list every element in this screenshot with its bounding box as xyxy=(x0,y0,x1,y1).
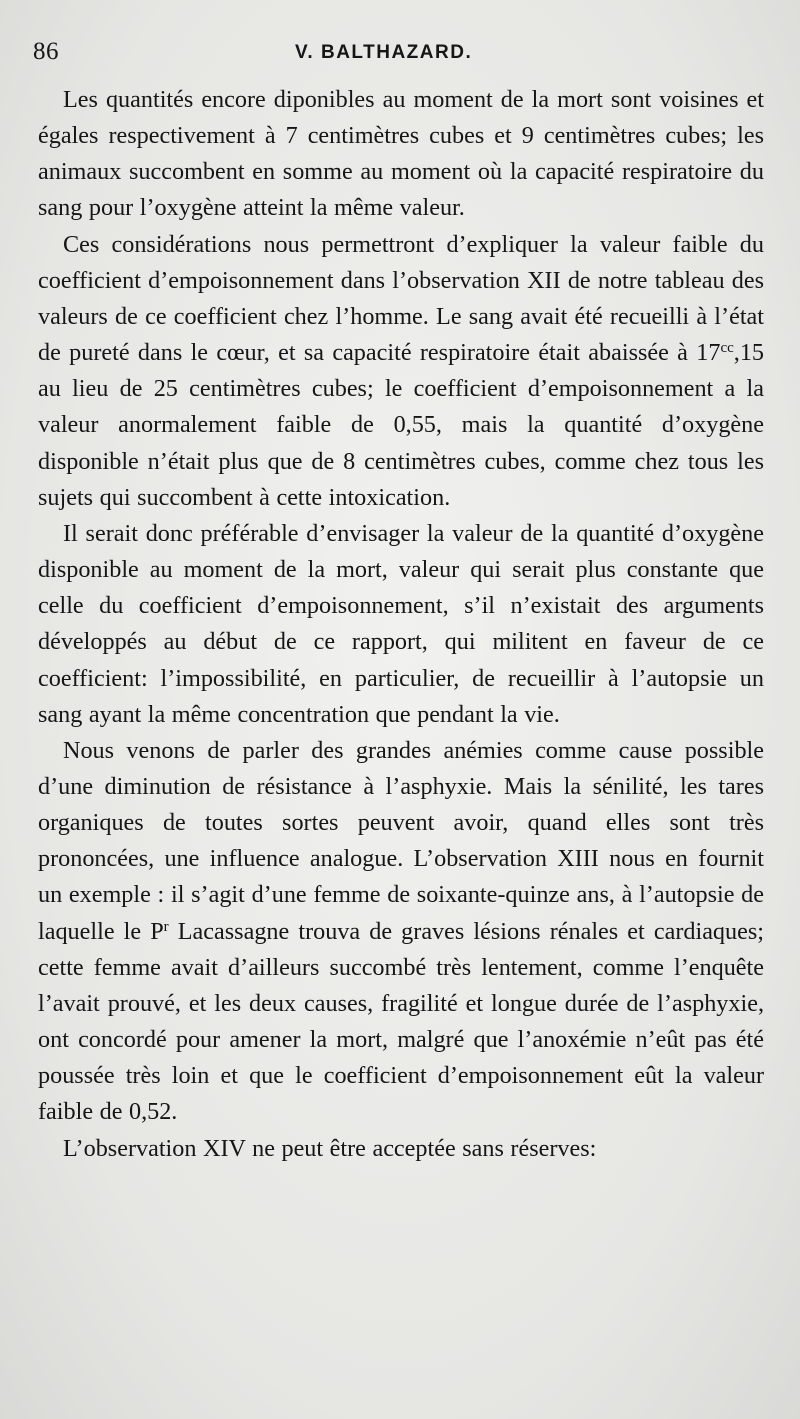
body-text xyxy=(38,82,764,1167)
paragraph-4-text-b: Lacassagne trouva de graves lésions rénales et cardiaques; cette femme avait d’ailleurs succombé très lentement, comme l’enquête l’avait prouvé, et les deux causes, fragilité et longue durée de l’asphyxie, ont concordé pour amener la mort, malgré que l’anoxémie n’eût pas été poussée très loin et que le coefficient d’empoisonnement eût la valeur faible de 0,52. xyxy=(38,917,764,1126)
paragraph-3-text: Il serait donc préférable d’envisager la valeur de la quantité d’oxygène disponible au moment de la mort, valeur qui serait plus constante que celle du coefficient d’empoisonnement, s’il n’existait des arguments développés au début de ce rapport, qui militent en faveur de ce coefficient: l’impossibilité, en particulier, de recueillir à l’autopsie un sang ayant la même concentration que pendant la vie. xyxy=(38,519,764,728)
paragraph-2-text-b: ,15 au lieu de 25 centimètres cubes; le coefficient d’empoisonnement a la valeur anormalement faible de 0,55, mais la quantité d’oxygène disponible n’était plus que de 8 centimètres cubes, comme chez tous les sujets qui succombent à cette intoxication. xyxy=(38,339,764,511)
paragraph-4 xyxy=(38,733,764,1131)
page-header xyxy=(33,38,773,74)
paragraph-4-text-a: Nous venons de parler des grandes anémies comme cause possible d’une diminution de résistance à l’asphyxie. Mais la sénilité, les tares organiques de toutes sortes peuvent avoir, quand elles sont très prononcées, une influence analogue. L’observation XIII nous en fournit un exemple : il s’agit d’une femme de soixante-quinze ans, à l’autopsie de laquelle le P xyxy=(38,736,764,945)
paragraph-3 xyxy=(38,516,764,733)
paragraph-5 xyxy=(38,1131,764,1167)
running-head: V. BALTHAZARD. xyxy=(295,42,473,63)
paragraph-2 xyxy=(38,227,764,516)
paragraph-5-text: L’observation XIV ne peut être acceptée sans réserves: xyxy=(63,1134,597,1162)
page-number: 86 xyxy=(33,38,59,65)
cubic-centimetre-superscript: cc xyxy=(720,340,734,357)
paragraph-1-text: Les quantités encore diponibles au moment de la mort sont voisines et égales respectivement à 7 centimètres cubes et 9 centimètres cubes; les animaux succombent en somme au moment où la capacité respiratoire du sang pour l’oxygène atteint la même valeur. xyxy=(38,86,764,222)
paragraph-2-text-a: Ces considérations nous permettront d’expliquer la valeur faible du coefficient d’empoisonnement dans l’observation XII de notre tableau des valeurs de ce coefficient chez l’homme. Le sang avait été recueilli à l’état de pureté dans le cœur, et sa capacité respiratoire était abaissée à 17 xyxy=(38,230,764,367)
paragraph-1 xyxy=(38,82,764,227)
professor-superscript: r xyxy=(163,918,169,935)
